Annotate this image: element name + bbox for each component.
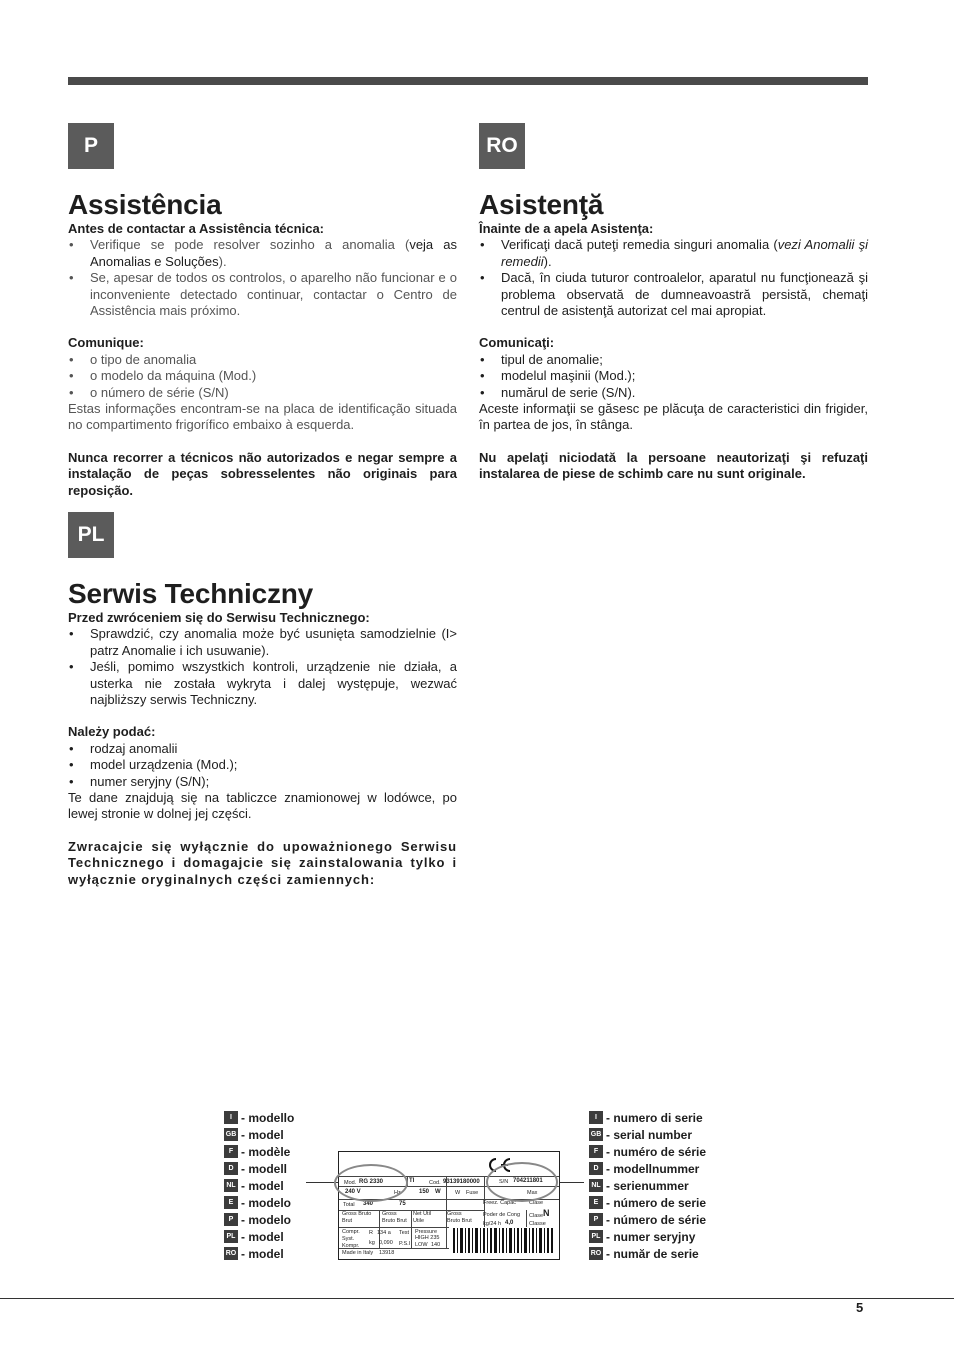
plate-class-label: Clase — [529, 1200, 544, 1206]
plate-fuse: Fuse — [466, 1190, 479, 1196]
legend-label: - număr de serie — [606, 1247, 699, 1261]
legend-label: - número de série — [606, 1213, 707, 1227]
model-highlight-ring — [334, 1164, 408, 1202]
country-badge: I — [589, 1111, 603, 1124]
lang-badge-ro: RO — [479, 123, 525, 169]
list-item-text: ). — [218, 253, 227, 269]
plate-pressure: Pressure — [415, 1229, 438, 1235]
communicate-title: Należy podać: — [68, 724, 156, 740]
plate-total: Total — [343, 1202, 355, 1208]
list-item: • tipul de anomalie; — [479, 352, 868, 368]
section-title: Asistenţă — [479, 189, 604, 220]
list-item: • o tipo de anomalia — [68, 352, 457, 368]
legend-label: - modell — [241, 1162, 288, 1176]
list-item: • Sprawdzić, czy anomalia może być usunięta samodzielnie (I> patrz Anomalie i ich usuwanie). — [68, 626, 457, 659]
country-badge: PL — [224, 1230, 238, 1243]
plate-max: Max — [527, 1190, 538, 1196]
communicate-title: Comunicaţi: — [479, 335, 555, 351]
plate-kg-value: 0,090 — [379, 1240, 393, 1246]
country-badge: NL — [224, 1179, 238, 1192]
barcode-icon — [453, 1228, 553, 1253]
plate-net: Net Util Utile — [413, 1211, 432, 1224]
country-badge: I — [224, 1111, 238, 1124]
warning-text: Nu apelaţi niciodată la persoane neautorizaţi şi refuzaţi instalarea de piese de schimb care nu sunt originale. — [479, 449, 868, 482]
country-badge: E — [224, 1196, 238, 1209]
plate-refrigerant: 134 a — [377, 1230, 391, 1236]
section-pt — [68, 189, 457, 499]
plate-w: W — [455, 1190, 461, 1196]
info-text: Aceste informaţii se găsesc pe plăcuţa de caracteristici din frigider, în partea de jos, în stânga. — [479, 401, 868, 433]
bottom-rule — [0, 1298, 954, 1299]
country-badge: GB — [589, 1128, 603, 1141]
top-rule — [68, 77, 868, 85]
section-title: Serwis Techniczny — [68, 578, 314, 609]
legend-label: - numéro de série — [606, 1145, 707, 1159]
legend-label: - model — [241, 1179, 284, 1193]
section-lead: Antes de contactar a Assistência técnica: — [68, 221, 325, 236]
plate-cod-value: 93139180000 — [443, 1179, 480, 1185]
page-number: 5 — [856, 1300, 864, 1315]
check-list — [68, 626, 457, 708]
list-item: • Se, apesar de todos os controlos, o aparelho não funcionar e o inconveniente detectado continuar, contactar o Centro de Assistência mais próximo. — [68, 270, 457, 319]
plate-psi: P.S.I — [399, 1241, 411, 1247]
legend-label: - modellnummer — [606, 1162, 700, 1176]
list-item-ref: vezi Anomalii şi remedii — [501, 237, 868, 269]
legend-label: - modelo — [241, 1213, 291, 1227]
country-badge: RO — [224, 1247, 238, 1260]
country-badge: F — [224, 1145, 238, 1158]
info-text: Estas informações encontram-se na placa de identificação situada no compartimento frigorífico embaixo à esquerda. — [68, 401, 457, 433]
plate-high: HIGH 235 — [415, 1235, 440, 1241]
plate-kg24: kg/24 h — [483, 1221, 502, 1227]
plate-hz: Hz — [394, 1190, 401, 1196]
plate-sn-value: 704211801 — [513, 1178, 543, 1184]
section-pl — [68, 578, 457, 888]
plate-watt: W — [435, 1189, 441, 1195]
info-text: Te dane znajdują się na tabliczce znamionowej w lodówce, po lewej stronie w dolnej jej części. — [68, 790, 457, 822]
warning-text: Zwracajcie się wyłącznie do upoważnionego Serwisu Technicznego i domagajcie się zainstalowania tylko i wyłącznie oryginalnych części zamiennych: — [68, 838, 457, 887]
section-ro — [479, 189, 868, 483]
plate-low-value: 140 — [431, 1242, 441, 1248]
legend-label: - model — [241, 1128, 284, 1142]
lang-badge-p: P — [68, 123, 114, 169]
communicate-list — [479, 352, 868, 401]
plate-total-value: 340 — [363, 1201, 374, 1207]
plate-litres: 75 — [399, 1201, 406, 1207]
check-list — [479, 237, 868, 319]
country-badge: GB — [224, 1128, 238, 1141]
plate-sn-label: S/N — [499, 1179, 509, 1185]
list-item: • Jeśli, pomimo wszystkich kontroli, urządzenie nie działa, a usterka nie została wykryta i dalej występuje, wezwać najbliższy serwis Techniczny. — [68, 659, 457, 708]
list-item: • o modelo da máquina (Mod.) — [68, 368, 457, 384]
legend-label: - numero di serie — [606, 1111, 703, 1125]
legend-label: - modello — [241, 1111, 295, 1125]
country-badge: D — [224, 1162, 238, 1175]
list-item: • Dacă, în ciuda tuturor controalelor, aparatul nu funcţionează şi problema observată de dumneavoastră persistă, chemaţi centrul de asistenţă autorizat cel mai apropiat. — [479, 270, 868, 319]
plate-class-value: N — [543, 1208, 550, 1218]
lang-badge-pl: PL — [68, 512, 114, 558]
legend-label: - model — [241, 1230, 284, 1244]
plate-r-label: R — [369, 1230, 373, 1236]
section-lead: Înainte de a apela Asistenţa: — [479, 221, 654, 236]
list-item: • o número de série (S/N) — [68, 385, 457, 401]
country-badge: P — [224, 1213, 238, 1226]
plate-poder: Poder de Cong — [483, 1212, 520, 1218]
plate-watt-value: 150 — [419, 1189, 430, 1195]
legend-label: - model — [241, 1247, 284, 1261]
communicate-title: Comunique: — [68, 335, 144, 351]
legend-label: - número de serie — [606, 1196, 707, 1210]
section-title: Assistência — [68, 189, 222, 220]
legend-label: - serial number — [606, 1128, 693, 1142]
plate-gross-3: Gross Bruto Brut — [447, 1211, 472, 1224]
country-badge: P — [589, 1213, 603, 1226]
list-item — [479, 237, 868, 270]
plate-gross: Gross Bruto Brut — [342, 1211, 372, 1224]
country-badge: D — [589, 1162, 603, 1175]
list-item — [68, 237, 457, 270]
plate-made-in: Made in Italy — [342, 1250, 374, 1256]
plate-kg24-value: 4,0 — [505, 1220, 514, 1226]
plate-compr: Compr. Syst. Kompr. — [342, 1229, 360, 1249]
list-item-text: Verifique se pode resolver sozinho a anomalia ( — [90, 237, 410, 253]
plate-voltage: 240 V — [345, 1189, 361, 1195]
check-list — [68, 237, 457, 319]
legend-label: - serienummer — [606, 1179, 689, 1193]
warning-text: Nunca recorrer a técnicos não autorizados e negar sempre a instalação de peças sobresselentes não originais para reposição. — [68, 449, 457, 498]
list-item: • modelul maşinii (Mod.); — [479, 368, 868, 384]
list-item-ref: veja as Anomalias e Soluções — [90, 237, 457, 269]
plate-clase: Clase — [529, 1213, 544, 1219]
country-badge: NL — [589, 1179, 603, 1192]
plate-ti: TI — [409, 1178, 415, 1184]
plate-mod-label: Mod. — [344, 1180, 357, 1186]
legend-label: - modèle — [241, 1145, 291, 1159]
plate-test: Test — [399, 1230, 410, 1236]
plate-kg-label: kg — [369, 1240, 375, 1246]
list-item: • model urządzenia (Mod.); — [68, 757, 457, 773]
country-badge: RO — [589, 1247, 603, 1260]
plate-classe: Classe — [529, 1221, 546, 1227]
plate-mod-value: RG 2330 — [359, 1179, 384, 1185]
communicate-list — [68, 352, 457, 401]
list-item: • numărul de serie (S/N). — [479, 385, 868, 401]
plate-cod-label: Cod. — [429, 1180, 441, 1186]
plate-made-code: 13918 — [379, 1250, 395, 1256]
legend-label: - modelo — [241, 1196, 291, 1210]
country-badge: PL — [589, 1230, 603, 1243]
legend-label: - numer seryjny — [606, 1230, 696, 1244]
plate-gross-2: Gross Bruto Brut — [382, 1211, 407, 1224]
list-item-text: ). — [543, 253, 552, 269]
country-badge: F — [589, 1145, 603, 1158]
list-item: • numer seryjny (S/N); — [68, 774, 457, 790]
country-badge: E — [589, 1196, 603, 1209]
list-item-text: Verificaţi dacă puteţi remedia singuri anomalia ( — [501, 237, 778, 253]
section-lead: Przed zwróceniem się do Serwisu Technicznego: — [68, 610, 370, 625]
plate-low: LOW — [415, 1242, 428, 1248]
communicate-list — [68, 741, 457, 790]
plate-freez-capac: Freez. Capac — [483, 1200, 517, 1206]
list-item: • rodzaj anomalii — [68, 741, 457, 757]
serial-highlight-ring — [486, 1162, 558, 1202]
